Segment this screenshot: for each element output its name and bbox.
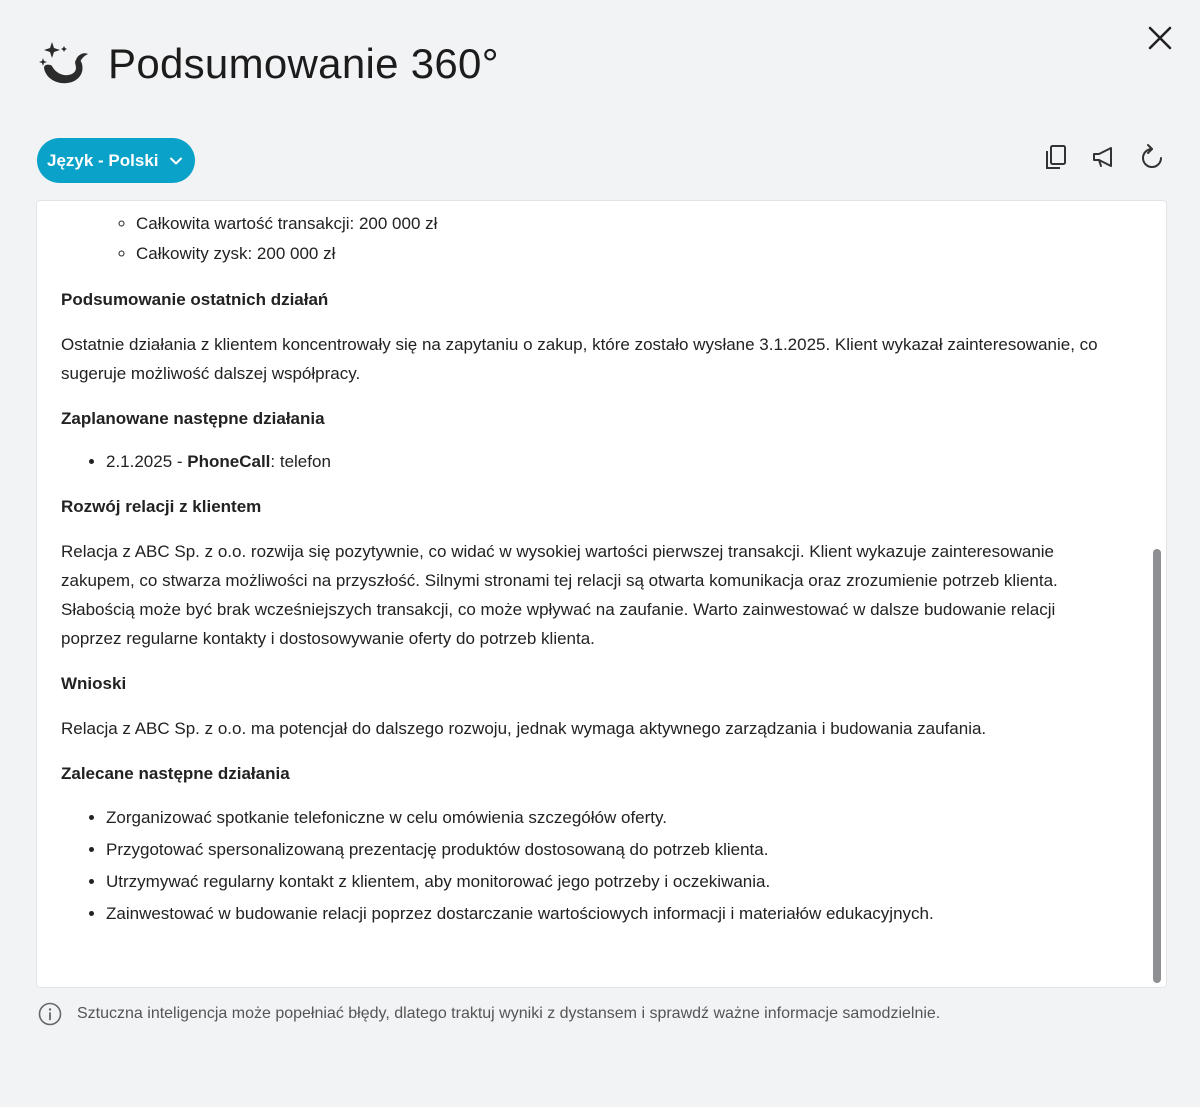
- section-heading: Zalecane następne działania: [61, 764, 290, 783]
- toolbar: [37, 138, 1166, 184]
- summary-text: [61, 209, 1116, 930]
- list-item: • Utrzymywać regularny kontakt z klientem, aby monitorować jego potrzeby i oczekiwania.: [106, 866, 1116, 898]
- close-icon: [1147, 25, 1173, 51]
- dialog-title: Podsumowanie 360°: [108, 40, 499, 87]
- section-heading: Wnioski: [61, 674, 127, 693]
- conclusions-text: Relacja z ABC Sp. z o.o. ma potencjał do dalszego rozwoju, jednak wymaga aktywnego zarządzania i budowania zaufania.: [61, 719, 987, 738]
- disclaimer-text: Sztuczna inteligencja może popełniać błędy, dlatego traktuj wyniki z dystansem i sprawdź ważne informacje samodzielnie.: [77, 1005, 941, 1022]
- chevron-down-icon: [169, 154, 183, 168]
- copy-icon: [1044, 144, 1068, 170]
- announce-button[interactable]: [1090, 142, 1118, 172]
- planned-actions-list: [61, 447, 1116, 476]
- section-heading: Rozwój relacji z klientem: [61, 497, 262, 516]
- relation-text: Relacja z ABC Sp. z o.o. rozwija się pozytywnie, co widać w wysokiej wartości pierwszej transakcji. Klient wykazuje zainteresowanie zakupem, co stwarza możliwości na przyszłość. Silnymi stronami tej relacji są otwarta komunikacja oraz zrozumienie potrzeb klienta. Słabością może być brak wcześniejszych transakcji, co może wpływać na zaufanie. Warto zainwestować w dalsze budowanie relacji poprzez regularne kontakty i dostosowywanie oferty do potrzeb klienta.: [61, 542, 1058, 648]
- info-icon: [38, 1002, 62, 1026]
- section-heading: Podsumowanie ostatnich działań: [61, 290, 329, 309]
- deal-stats-list: [61, 209, 1116, 269]
- recent-activity-text: Ostatnie działania z klientem koncentrowały się na zapytaniu o zakup, które zostało wysłane 3.1.2025. Klient wykazał zainteresowanie, co sugeruje możliwość dalszej współpracy.: [61, 335, 1098, 383]
- ai-disclaimer: [38, 1002, 940, 1026]
- language-label: Język - Polski: [47, 150, 159, 170]
- list-item: • 2.1.2025 - PhoneCall: telefon: [106, 447, 1116, 476]
- list-item: ◦ Całkowita wartość transakcji: 200 000 zł: [136, 209, 1116, 239]
- scrollbar-thumb[interactable]: [1153, 549, 1161, 983]
- toolbar-actions: [1042, 142, 1166, 172]
- copy-button[interactable]: [1042, 142, 1070, 172]
- close-button[interactable]: [1142, 20, 1178, 56]
- ai-assistant-icon: [38, 38, 90, 90]
- list-item: • Zorganizować spotkanie telefoniczne w celu omówienia szczegółów oferty.: [106, 802, 1116, 834]
- summary-content-panel[interactable]: [36, 200, 1167, 988]
- dialog-header: [38, 36, 499, 92]
- list-item: • Zainwestować w budowanie relacji poprzez dostarczanie wartościowych informacji i materiałów edukacyjnych.: [106, 898, 1116, 930]
- refresh-icon: [1139, 143, 1165, 171]
- refresh-button[interactable]: [1138, 142, 1166, 172]
- list-item: • Przygotować spersonalizowaną prezentację produktów dostosowaną do potrzeb klienta.: [106, 834, 1116, 866]
- language-dropdown[interactable]: [37, 138, 195, 183]
- megaphone-icon: [1091, 144, 1117, 170]
- recommended-actions-list: [61, 802, 1116, 930]
- section-heading: Zaplanowane następne działania: [61, 409, 325, 428]
- list-item: ◦ Całkowity zysk: 200 000 zł: [136, 239, 1116, 269]
